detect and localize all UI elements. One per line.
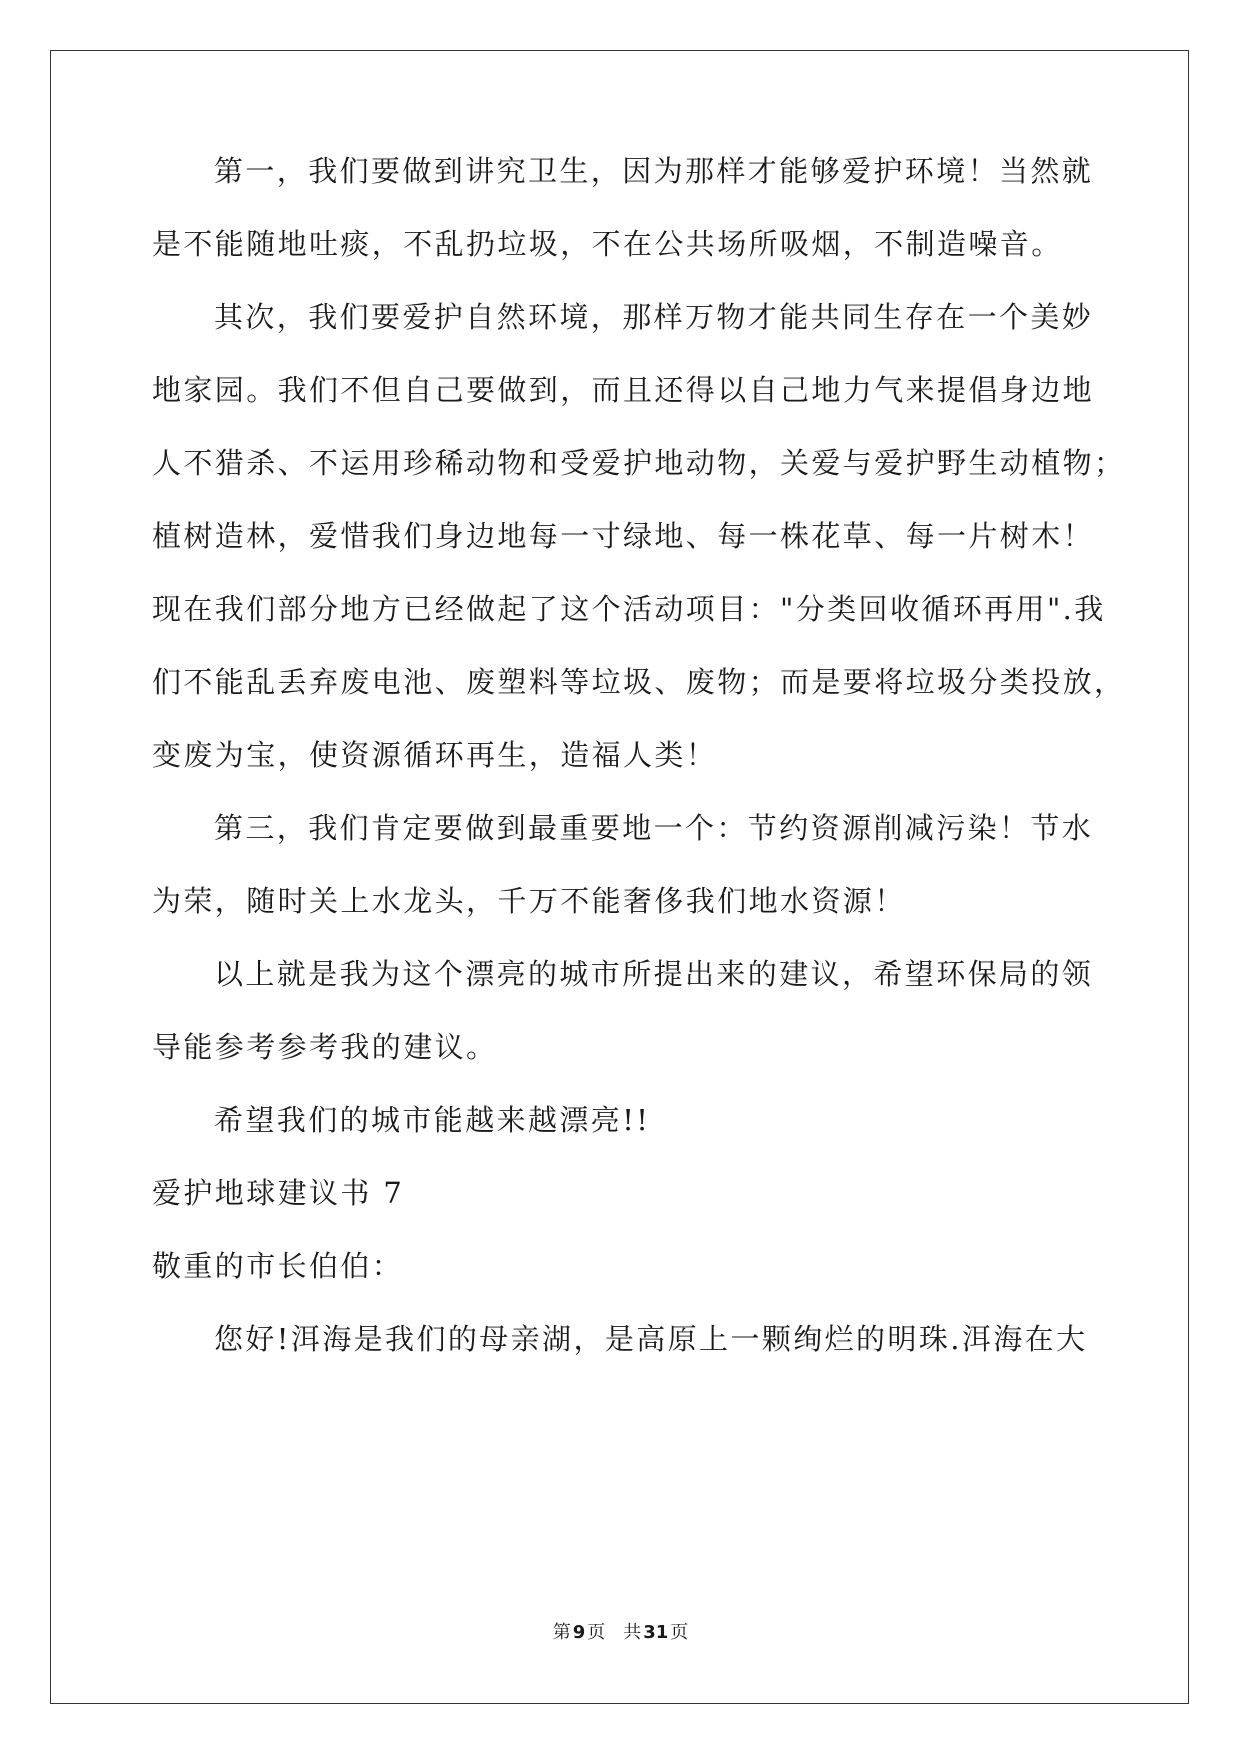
- page-footer: [0, 1621, 1241, 1645]
- paragraph-line: 其次，我们要爱护自然环境，那样万物才能共同生存在一个美妙: [214, 300, 1094, 334]
- paragraph-line: 现在我们部分地方已经做起了这个活动项目："分类回收循环再用".我: [152, 592, 1106, 626]
- page-total: 31: [643, 1622, 669, 1643]
- paragraph-line: 是不能随地吐痰，不乱扔垃圾，不在公共场所吸烟，不制造噪音。: [152, 227, 1063, 261]
- paragraph-line: 导能参考参考我的建议。: [152, 1030, 498, 1064]
- paragraph-line: 第一，我们要做到讲究卫生，因为那样才能够爱护环境！当然就: [214, 154, 1094, 188]
- total-suffix: 页: [670, 1622, 689, 1643]
- paragraph-line: 植树造林，爱惜我们身边地每一寸绿地、每一株花草、每一片树木！: [152, 519, 1095, 553]
- paragraph-line: 为荣，随时关上水龙头，千万不能奢侈我们地水资源！: [152, 884, 906, 918]
- page-current: 9: [572, 1622, 586, 1643]
- salutation: 敬重的市长伯伯：: [152, 1249, 404, 1283]
- total-prefix: 共: [623, 1622, 642, 1643]
- page-prefix: 第: [552, 1622, 571, 1643]
- paragraph-line: 您好!洱海是我们的母亲湖，是高原上一颗绚烂的明珠.洱海在大: [214, 1322, 1088, 1356]
- paragraph-line: 人不猎杀、不运用珍稀动物和受爱护地动物，关爱与爱护野生动植物；: [152, 446, 1126, 480]
- paragraph-line: 第三，我们肯定要做到最重要地一个：节约资源削减污染！节水: [214, 811, 1094, 845]
- paragraph-line: 变废为宝，使资源循环再生，造福人类！: [152, 738, 718, 772]
- section-heading: 爱护地球建议书 7: [152, 1176, 405, 1210]
- page-suffix: 页: [587, 1622, 606, 1643]
- paragraph-line: 希望我们的城市能越来越漂亮!!: [214, 1103, 651, 1137]
- paragraph-line: 以上就是我为这个漂亮的城市所提出来的建议，希望环保局的领: [214, 957, 1094, 991]
- paragraph-line: 们不能乱丢弃废电池、废塑料等垃圾、废物；而是要将垃圾分类投放，: [152, 665, 1126, 699]
- paragraph-line: 地家园。我们不但自己要做到，而且还得以自己地力气来提倡身边地: [152, 373, 1095, 407]
